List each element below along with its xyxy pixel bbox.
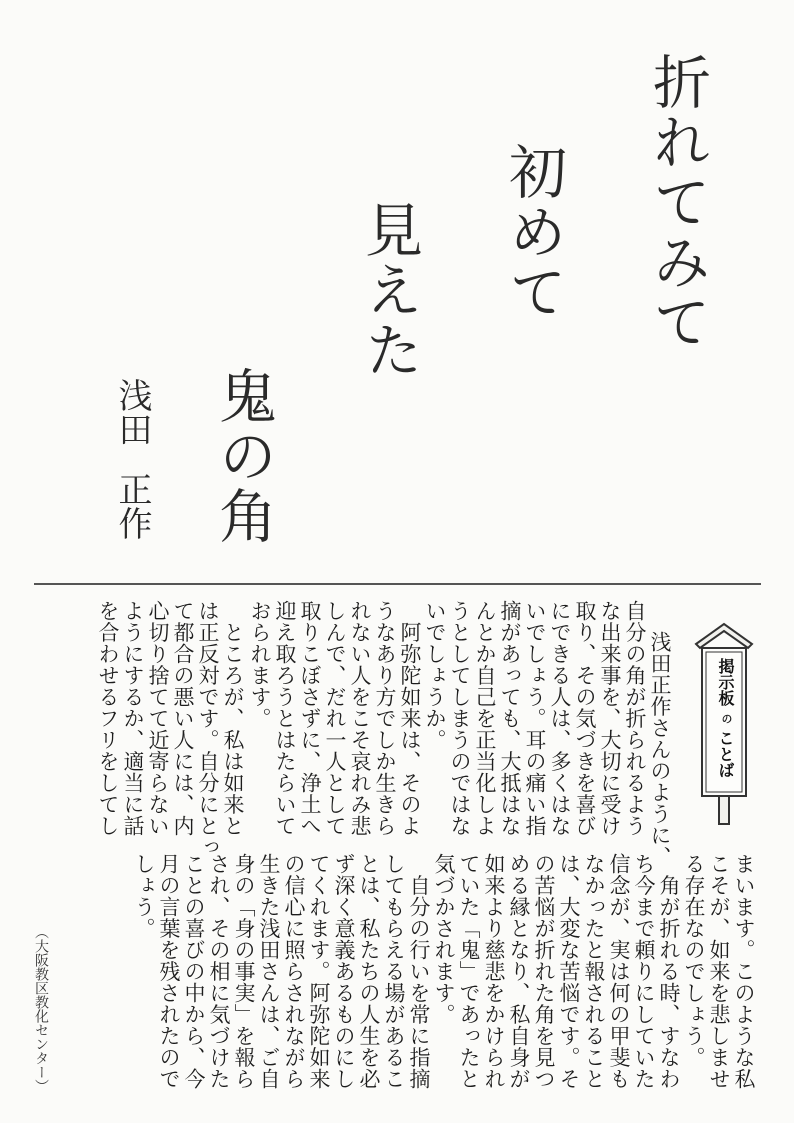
body-upper-col: うとしてしまうのではな: [448, 600, 472, 837]
body-lower-col: ことの喜びの中から、今: [182, 853, 206, 1090]
body-lower-col: 月の言葉を残されたので: [157, 853, 181, 1090]
body-upper-col: おられます。: [248, 600, 272, 729]
body-lower-col: なかったと報されること: [582, 853, 606, 1090]
body-lower-col: しょう。: [132, 853, 156, 939]
body-upper-col: 浅田正作さんのように、: [648, 631, 672, 868]
board-label-main: 掲示板: [716, 658, 735, 706]
body-upper-col: しんで、だれ一人として: [323, 600, 347, 837]
title-line-3: 見えた: [355, 200, 423, 380]
body-lower-col: まいます。このような私: [732, 853, 756, 1090]
body-upper-col: 迎え取ろうとはたらいて: [273, 600, 297, 837]
body-lower-col: とは、私たちの人生を必: [357, 853, 381, 1090]
body-upper-col: んとか自己を正当化しよ: [473, 600, 497, 837]
title-line-1: 折れてみて: [643, 52, 711, 352]
body-upper-col: いでしょう。耳の痛い指: [523, 600, 547, 837]
body-lower-col: の苦悩が折れた角を見つ: [532, 853, 556, 1090]
body-upper-col: を合わせるフリをしてし: [96, 600, 120, 837]
source-credit: （大阪教区教化センター）: [33, 925, 49, 1093]
body-upper-col: て都合の悪い人には、内: [171, 600, 195, 837]
author-surname: 浅田: [112, 378, 152, 446]
body-lower-col: ず深く意義あるものにし: [332, 853, 356, 1090]
body-lower-col: 気づかされます。: [432, 853, 456, 1025]
body-lower-col: 如来より慈悲をかけられ: [482, 853, 506, 1090]
body-upper-col: は正反対です。自分にとっ: [196, 600, 220, 858]
title-line-2: 初めて: [499, 142, 567, 322]
author-given: 正作: [112, 472, 152, 540]
body-lower-col: 生きた浅田さんは、ご自: [257, 853, 281, 1090]
body-lower-col: 自分の行いを常に指摘: [407, 853, 431, 1090]
body-upper-col: ところが、私は如来と: [221, 600, 245, 837]
body-upper-col: 取りこぼさずに、浄土へ: [298, 600, 322, 837]
body-lower-col: める縁となり、私自身が: [507, 853, 531, 1090]
body-upper-col: 阿弥陀如来は、そのよ: [398, 600, 422, 837]
section-divider: [34, 583, 761, 585]
body-lower-col: してもらえる場があるこ: [382, 853, 406, 1090]
body-upper-col: 取り、その気づきを喜び: [573, 600, 597, 837]
board-label-no: の: [720, 713, 733, 724]
body-lower-col: 角が折れる時、すなわ: [657, 853, 681, 1090]
body-upper-col: にできる人は、多くはな: [548, 600, 572, 837]
body-lower-col: こそが、如来を悲しませ: [707, 853, 731, 1090]
body-upper-col: 摘があっても、大抵はな: [498, 600, 522, 837]
body-lower-col: てくれます。阿弥陀如来: [307, 853, 331, 1090]
body-upper-col: うなあり方でしか生きら: [373, 600, 397, 837]
body-lower-col: 信念が、実は何の甲斐も: [607, 853, 631, 1090]
body-upper-col: な出来事を、大切に受け: [598, 600, 622, 837]
body-lower-col: る存在なのでしょう。: [682, 853, 706, 1068]
body-upper-col: れない人をこそ哀れみ悲: [348, 600, 372, 837]
board-label-word: ことば: [716, 730, 735, 778]
bulletin-board-sign: [692, 618, 756, 828]
body-lower-col: ていた「鬼」であったと: [457, 853, 481, 1090]
body-lower-col: 身の「身の事実」を報ら: [232, 853, 256, 1090]
body-upper-col: いでしょうか。: [423, 600, 447, 751]
body-lower-col: の信心に照らされながら: [282, 853, 306, 1090]
body-lower-col: され、その相に気づけた: [207, 853, 231, 1090]
body-lower-col: ち今まで頼りにしていた: [632, 853, 656, 1090]
body-upper-col: 心切り捨てて近寄らない: [146, 600, 170, 837]
title-line-4: 鬼の角: [209, 366, 277, 546]
body-upper-col: 自分の角が折られるよう: [623, 600, 647, 837]
body-lower-col: は、大変な苦悩です。そ: [557, 853, 581, 1090]
body-upper-col: ようにするか、適当に話: [121, 600, 145, 837]
